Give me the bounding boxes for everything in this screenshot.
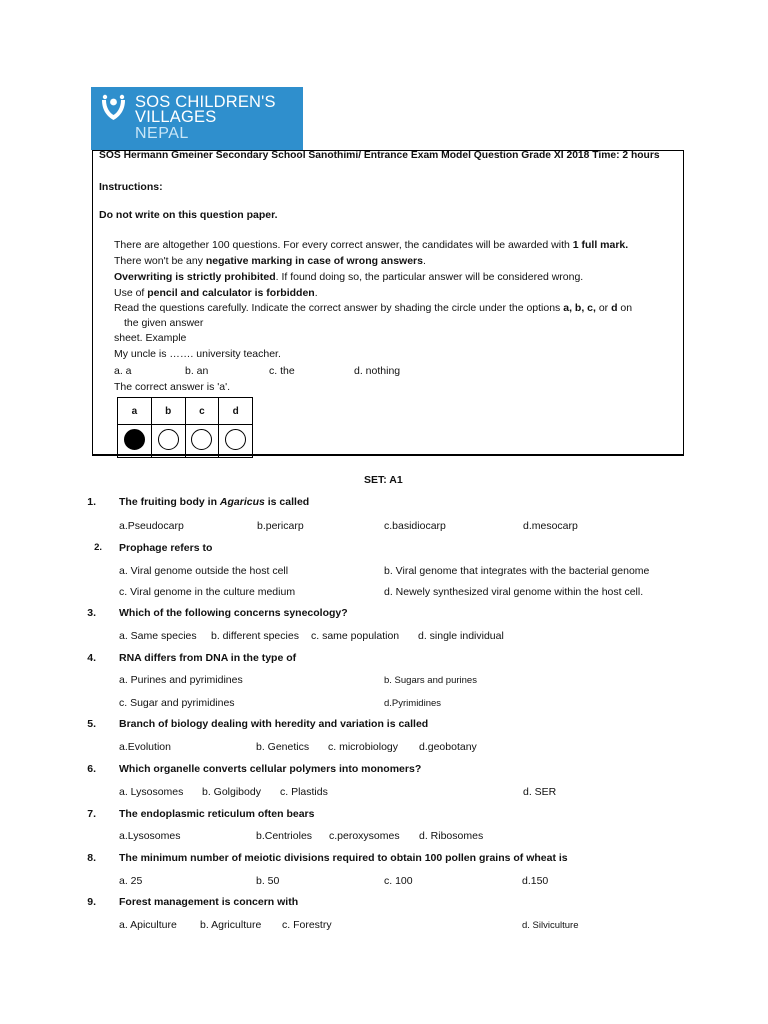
grid-cell-c <box>185 425 219 458</box>
option-a: a. Same species <box>119 630 197 642</box>
question-number: 3. <box>87 607 96 619</box>
instruction-line-5-or: or <box>595 302 612 314</box>
example-answer-grid <box>117 397 253 458</box>
instruction-line-5-bold-d: d <box>611 302 618 314</box>
do-not-write-note: Do not write on this question paper. <box>99 209 278 221</box>
option-b: b.Centrioles <box>256 830 313 842</box>
option-b: b. Sugars and purines <box>384 675 477 686</box>
option-a: a. Viral genome outside the host cell <box>119 565 289 577</box>
example-option-a: a. a <box>114 365 132 377</box>
instruction-line-4-end: . <box>314 287 318 299</box>
question-number: 8. <box>87 852 96 864</box>
question-1-italic: Agaricus <box>219 496 265 508</box>
grid-header-d: d <box>219 398 253 425</box>
option-c: c. Forestry <box>282 919 332 931</box>
option-c: c.peroxysomes <box>329 830 400 842</box>
option-d: d.mesocarp <box>523 520 578 532</box>
option-a: a.Lysosomes <box>119 830 181 842</box>
grid-cell-b <box>151 425 185 458</box>
option-c: c. microbiology <box>328 741 399 753</box>
option-a: a. Apiculture <box>119 919 177 931</box>
option-b: b. 50 <box>256 875 280 887</box>
example-option-d: d. nothing <box>354 365 401 377</box>
question-number: 6. <box>87 763 96 775</box>
question-1-text-b: is called <box>264 496 310 508</box>
instruction-line-2-end: . <box>422 255 426 267</box>
instruction-line-4 <box>114 287 318 299</box>
option-b: b.pericarp <box>257 520 304 532</box>
option-d: d.geobotany <box>419 741 477 753</box>
question-number: 5. <box>87 718 96 730</box>
logo-line-1: SOS CHILDREN'S <box>135 93 276 111</box>
question-text-2: Prophage refers to <box>119 542 213 554</box>
instruction-line-4-text: Use of <box>114 287 148 299</box>
question-text-8: The minimum number of meiotic divisions required to obtain 100 pollen grains of wheat is <box>119 852 568 864</box>
example-option-b: b. an <box>185 365 209 377</box>
question-number: 4. <box>87 652 96 664</box>
question-text-6: Which organelle converts cellular polymers into monomers? <box>119 763 422 775</box>
option-c: c. 100 <box>384 875 413 887</box>
grid-header-a: a <box>118 398 152 425</box>
instruction-line-1-text: There are altogether 100 questions. For every correct answer, the candidates will be awarded with <box>114 239 573 251</box>
instruction-line-3-bold: Overwriting is strictly prohibited <box>114 271 276 283</box>
option-a: a. Lysosomes <box>119 786 184 798</box>
instruction-line-7: sheet. Example <box>114 332 187 344</box>
option-c: c.basidiocarp <box>384 520 446 532</box>
instruction-line-2-text: There won't be any <box>114 255 206 267</box>
grid-cell-d <box>219 425 253 458</box>
option-b: b. different species <box>211 630 299 642</box>
instruction-line-5-on: on <box>617 302 633 314</box>
answer-circle-a[interactable] <box>124 429 145 450</box>
instructions-label: Instructions: <box>99 181 163 193</box>
option-d: d.150 <box>522 875 549 887</box>
answer-circle-c[interactable] <box>191 429 212 450</box>
option-b: b. Genetics <box>256 741 310 753</box>
instruction-line-6: the given answer <box>124 317 204 329</box>
instruction-line-5-text: Read the questions carefully. Indicate the correct answer by shading the circle under the options <box>114 302 564 314</box>
instruction-line-5 <box>114 302 632 314</box>
instruction-line-4-bold: pencil and calculator is forbidden <box>147 287 315 299</box>
option-d: d. Ribosomes <box>419 830 484 842</box>
answer-circle-b[interactable] <box>158 429 179 450</box>
logo <box>91 87 303 150</box>
option-b: b. Viral genome that integrates with the bacterial genome <box>384 565 650 577</box>
option-a: a.Evolution <box>119 741 171 753</box>
question-text-3: Which of the following concerns synecology? <box>119 607 348 619</box>
answer-circle-d[interactable] <box>225 429 246 450</box>
question-text-1 <box>119 496 309 508</box>
option-a: a. 25 <box>119 875 143 887</box>
logo-line-2: VILLAGES <box>135 108 217 126</box>
example-question: My uncle is ……. university teacher. <box>114 348 281 360</box>
school-header-line: SOS Hermann Gmeiner Secondary School Sanothimi/ Entrance Exam Model Question Grade XI 2018 Time: 2 hours <box>99 150 660 161</box>
question-text-7: The endoplasmic reticulum often bears <box>119 808 315 820</box>
instruction-line-1 <box>114 239 628 251</box>
option-d: d. Newely synthesized viral genome within the host cell. <box>384 586 644 598</box>
question-number: 2. <box>94 542 102 553</box>
question-number: 7. <box>87 808 96 820</box>
instruction-line-3 <box>114 271 583 283</box>
option-d: d. SER <box>523 786 557 798</box>
option-b: b. Golgibody <box>202 786 261 798</box>
logo-line-3: NEPAL <box>135 125 189 142</box>
question-number: 9. <box>87 896 96 908</box>
grid-header-c: c <box>185 398 219 425</box>
option-a: a.Pseudocarp <box>119 520 184 532</box>
instruction-line-2 <box>114 255 426 267</box>
instruction-line-5-bold-abc: a, b, c, <box>563 302 596 314</box>
option-c: c. Sugar and pyrimidines <box>119 697 235 709</box>
grid-header-b: b <box>151 398 185 425</box>
option-d: d. single individual <box>418 630 504 642</box>
instruction-line-2-bold: negative marking in case of wrong answers <box>205 255 423 267</box>
question-number: 1. <box>87 496 96 508</box>
question-text-9: Forest management is concern with <box>119 896 299 908</box>
option-c: c. Plastids <box>280 786 328 798</box>
example-option-c: c. the <box>269 365 295 377</box>
question-text-4: RNA differs from DNA in the type of <box>119 652 297 664</box>
instruction-line-1-bold: 1 full mark. <box>572 239 629 251</box>
option-b: b. Agriculture <box>200 919 262 931</box>
option-a: a. Purines and pyrimidines <box>119 674 243 686</box>
question-1-text-a: The fruiting body in <box>119 496 220 508</box>
option-d: d. Silviculture <box>522 920 579 931</box>
question-text-5: Branch of biology dealing with heredity and variation is called <box>119 718 429 730</box>
grid-cell-a <box>118 425 152 458</box>
correct-answer-line: The correct answer is 'a'. <box>114 381 231 393</box>
option-c: c. Viral genome in the culture medium <box>119 586 296 598</box>
sos-emblem-icon <box>97 93 130 126</box>
set-label: SET: A1 <box>364 474 403 486</box>
instruction-line-3-text: . If found doing so, the particular answer will be considered wrong. <box>275 271 584 283</box>
option-d: d.Pyrimidines <box>384 698 442 709</box>
option-c: c. same population <box>311 630 400 642</box>
